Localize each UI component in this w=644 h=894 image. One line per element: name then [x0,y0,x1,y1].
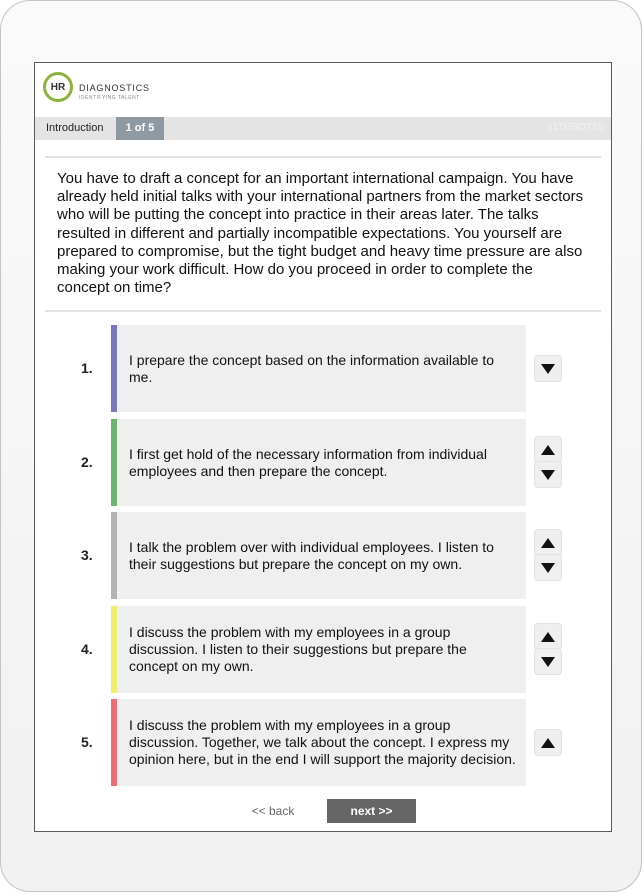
option-rank: 2. [81,454,93,470]
option-color-stripe [111,325,117,412]
move-up-button[interactable] [534,729,562,756]
option-color-stripe [111,512,117,599]
option-rank: 4. [81,641,93,657]
option-rank: 1. [81,360,93,376]
logo-name: DIAGNOSTICS [79,83,150,93]
arrow-up-icon [541,738,555,748]
divider [45,310,601,312]
option-text[interactable]: I first get hold of the necessary information from individual employees and then prepare the concept. [111,419,526,506]
question-text: You have to draft a concept for an important international campaign. You have already held initial talks with your international partners from the market sectors who will be putting the concept into practice in their areas later. The talks resulted in different and partially incompatible expectations. You yourself are prepared to compromise, but the tight budget and heavy time pressure are also making your work difficult. How do you proceed in order to complete the concept on time? [45,156,601,297]
item-code: 11THSOT10 [547,122,603,133]
option-color-stripe [111,419,117,506]
move-up-button[interactable] [534,623,562,650]
arrow-up-icon [541,445,555,455]
next-button[interactable]: next >> [327,799,416,823]
option-rank: 3. [81,547,93,563]
logo-tagline: IDENTIFYING TALENT [79,95,140,101]
progress-bar [35,117,611,140]
option-text[interactable]: I prepare the concept based on the information available to me. [111,325,526,412]
step-indicator: 1 of 5 [116,117,164,140]
option-row[interactable] [35,325,612,412]
logo-ring-icon: HR [43,72,73,102]
option-row[interactable] [35,699,612,786]
option-text[interactable]: I discuss the problem with my employees in a group discussion. I listen to their suggestions but prepare the concept on my own. [111,606,526,693]
option-row[interactable] [35,419,612,506]
assessment-screen [34,62,612,832]
hr-diagnostics-logo [43,72,193,112]
back-button[interactable]: << back [251,804,295,818]
move-down-button[interactable] [534,355,562,382]
reorder-controls [534,325,562,412]
option-rank: 5. [81,734,93,750]
reorder-controls [534,512,562,599]
option-row[interactable] [35,512,612,599]
option-row[interactable] [35,606,612,693]
header [35,63,611,117]
option-text[interactable]: I discuss the problem with my employees in a group discussion. Together, we talk about the concept. I express my opinion here, but in the end I will support the majority decision. [111,699,526,786]
arrow-down-icon [541,563,555,573]
reorder-controls [534,606,562,693]
move-down-button[interactable] [534,461,562,488]
arrow-up-icon [541,632,555,642]
tab-introduction[interactable]: Introduction [46,122,104,134]
reorder-controls [534,419,562,506]
arrow-down-icon [541,364,555,374]
arrow-down-icon [541,470,555,480]
move-up-button[interactable] [534,529,562,556]
arrow-down-icon [541,657,555,667]
reorder-controls [534,699,562,786]
move-down-button[interactable] [534,554,562,581]
option-text[interactable]: I talk the problem over with individual employees. I listen to their suggestions but prepare the concept on my own. [111,512,526,599]
option-color-stripe [111,606,117,693]
option-color-stripe [111,699,117,786]
move-down-button[interactable] [534,648,562,675]
move-up-button[interactable] [534,436,562,463]
arrow-up-icon [541,538,555,548]
